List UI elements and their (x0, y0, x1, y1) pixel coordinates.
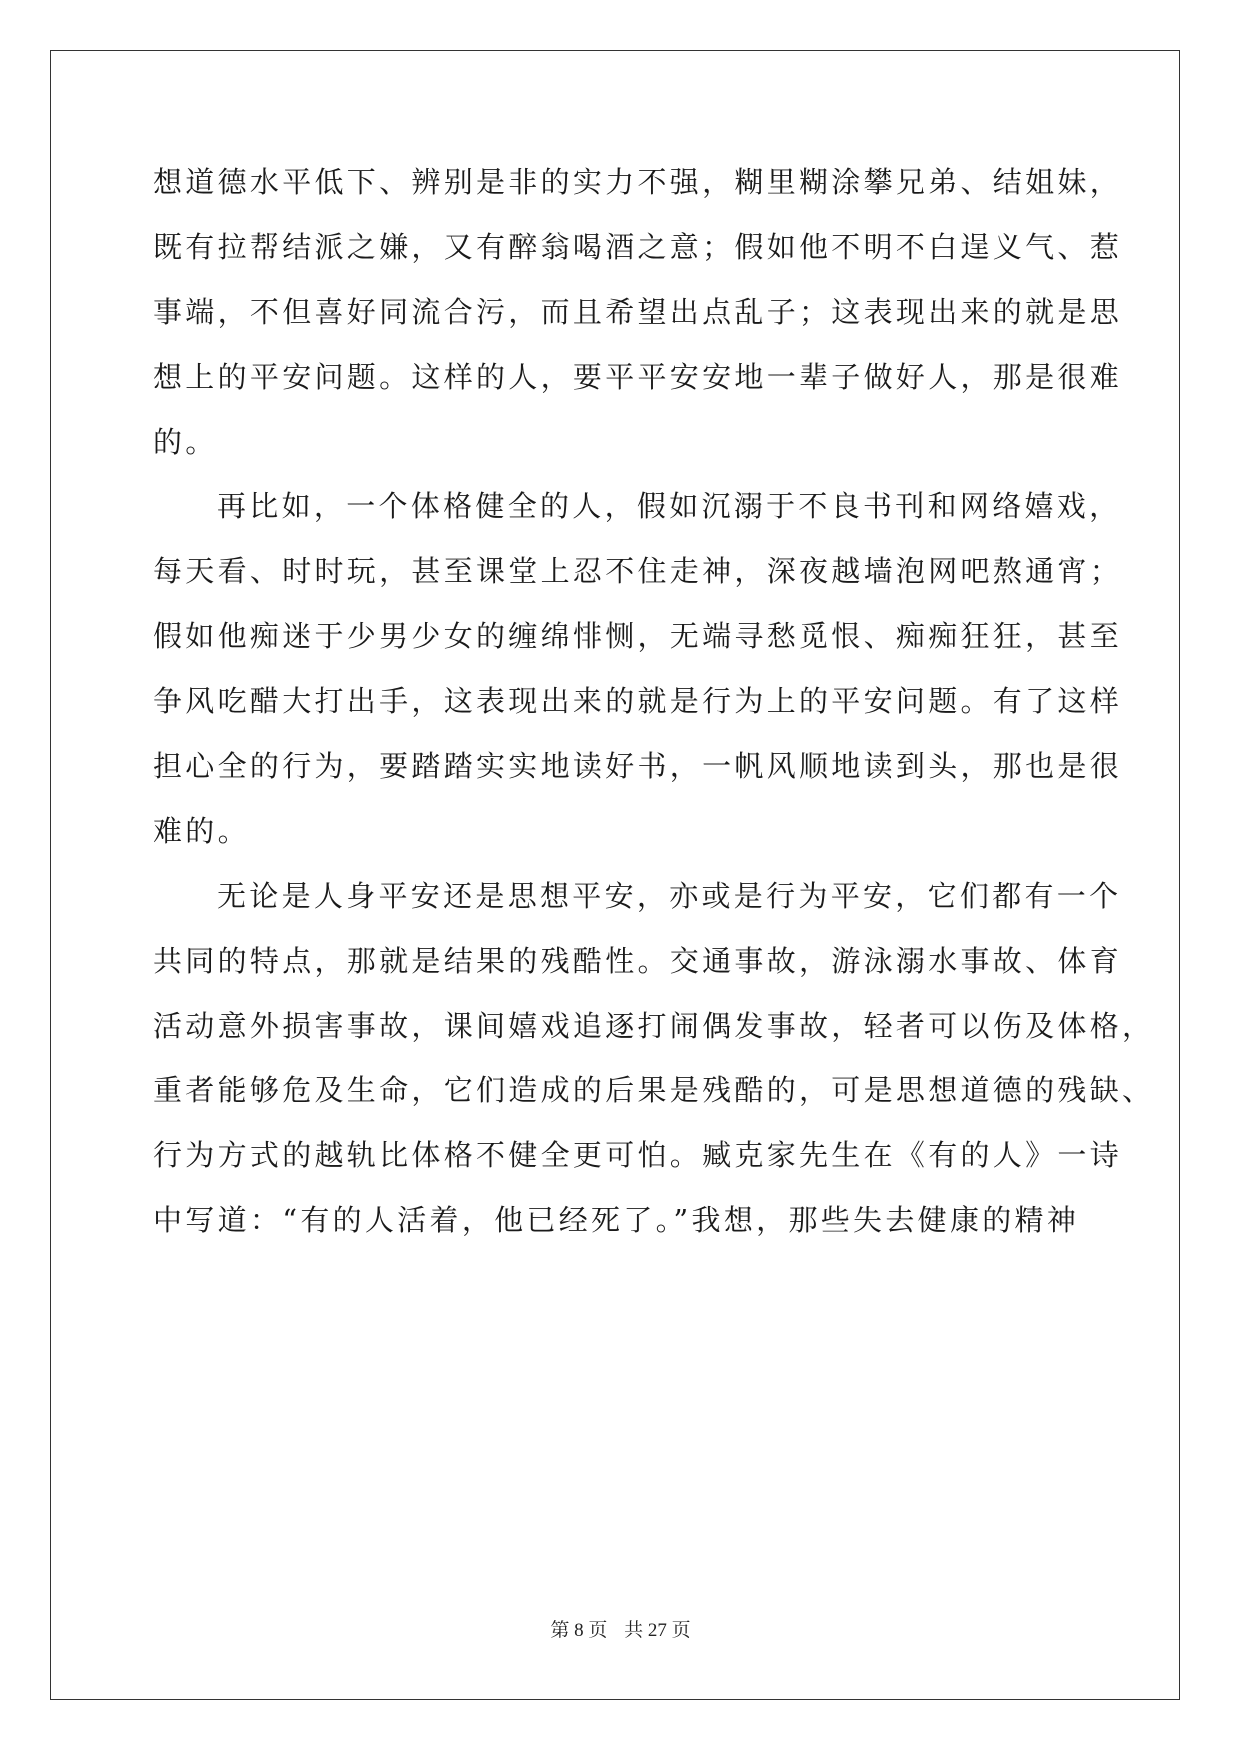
text-line: 难的。 (153, 813, 250, 848)
paragraph-start-line: 无论是人身平安还是思想平安，亦或是行为平安，它们都有一个 (217, 878, 1122, 913)
document-body (153, 162, 1155, 1265)
text-line: 想上的平安问题。这样的人，要平平安安地一辈子做好人，那是很难 (153, 359, 1123, 394)
text-line: 假如他痴迷于少男少女的缠绵悱恻，无端寻愁觅恨、痴痴狂狂，甚至 (153, 619, 1123, 654)
text-line: 的。 (153, 424, 218, 459)
text-line: 担心全的行为，要踏踏实实地读好书，一帆风顺地读到头，那也是很 (153, 749, 1123, 784)
text-line: 事端，不但喜好同流合污，而且希望出点乱子；这表现出来的就是思 (153, 294, 1123, 329)
text-line: 重者能够危及生命，它们造成的后果是残酷的，可是思想道德的残缺、 (153, 1073, 1155, 1108)
text-line: 想道德水平低下、辨别是非的实力不强，糊里糊涂攀兄弟、结姐妹， (153, 165, 1123, 199)
text-line: 既有拉帮结派之嫌，又有醉翁喝酒之意；假如他不明不白逞义气、惹 (153, 229, 1123, 264)
page-footer (0, 1615, 1241, 1642)
page-total: 共 27 页 (624, 1620, 691, 1641)
text-line: 争风吃醋大打出手，这表现出来的就是行为上的平安问题。有了这样 (153, 684, 1123, 719)
paragraph-start-line: 再比如，一个体格健全的人，假如沉溺于不良书刊和网络嬉戏， (217, 489, 1122, 524)
text-line: 行为方式的越轨比体格不健全更可怕。臧克家先生在《有的人》一诗 (153, 1138, 1123, 1173)
text-line: 活动意外损害事故，课间嬉戏追逐打闹偶发事故，轻者可以伤及体格， (153, 1008, 1155, 1043)
text-line: 共同的特点，那就是结果的残酷性。交通事故，游泳溺水事故、体育 (153, 943, 1123, 978)
page-number: 第 8 页 (550, 1620, 608, 1641)
text-line: 每天看、时时玩，甚至课堂上忍不住走神，深夜越墙泡网吧熬通宵； (153, 554, 1123, 589)
text-line: 中写道：“有的人活着，他已经死了。”我想，那些失去健康的精神 (153, 1203, 1080, 1238)
